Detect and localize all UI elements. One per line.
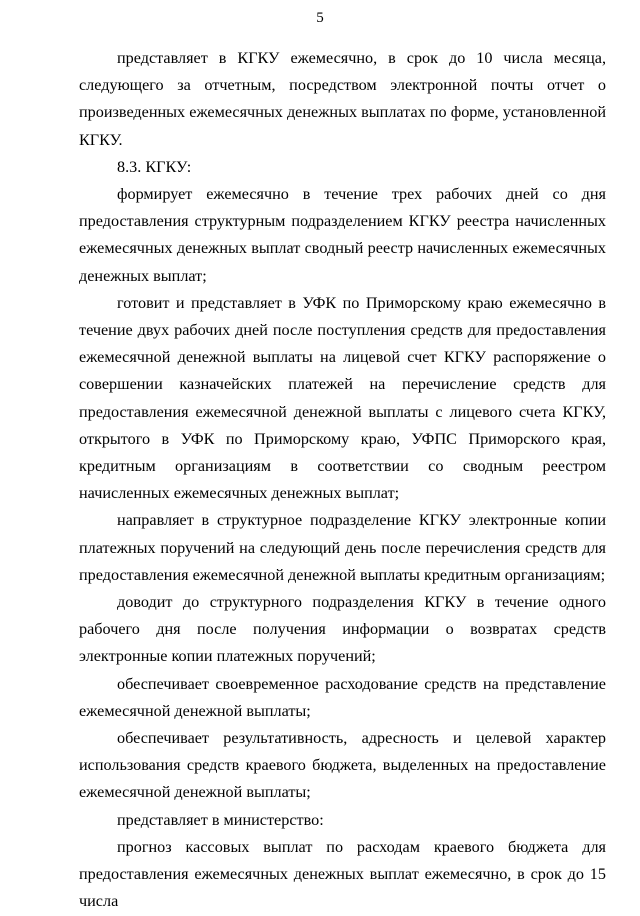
paragraph-forms-register: формирует ежемесячно в течение трех рабочих дней со дня предоставления структурным подразделением КГКУ реестра начисленных ежемесячных денежных выплат сводный реестр начисленных ежемесячных денежных выплат; bbox=[79, 185, 606, 285]
paragraph-sends-copies: направляет в структурное подразделение КГКУ электронные копии платежных поручений на следующий день после перечисления средств для предоставления ежемесячной денежной выплаты кредитным организациям; bbox=[79, 511, 606, 584]
paragraph-submits-to-ministry: представляет в министерство: bbox=[117, 810, 324, 829]
paragraph-ensures-spending: обеспечивает своевременное расходование средств на представление ежемесячной денежной выплаты; bbox=[79, 674, 606, 720]
paragraph-forecast: прогноз кассовых выплат по расходам краевого бюджета для предоставления ежемесячных денежных выплат ежемесячно, в срок до 15 числа bbox=[79, 837, 606, 911]
paragraph-communicates-returns: доводит до структурного подразделения КГКУ в течение одного рабочего дня после получения информации о возвратах средств электронные копии платежных поручений; bbox=[79, 593, 606, 666]
document-body bbox=[79, 45, 606, 916]
paragraph-report-submission: представляет в КГКУ ежемесячно, в срок до 10 числа месяца, следующего за отчетным, посредством электронной почты отчет о произведенных ежемесячных денежных выплатах по форме, установленной КГКУ. bbox=[79, 49, 606, 149]
section-heading-8-3: 8.3. КГКУ: bbox=[117, 157, 192, 176]
page-number: 5 bbox=[316, 10, 324, 26]
paragraph-ensures-effectiveness: обеспечивает результативность, адресность и целевой характер использования средств краевого бюджета, выделенных на предоставление ежемесячной денежной выплаты; bbox=[79, 729, 606, 802]
paragraph-prepares-order: готовит и представляет в УФК по Приморскому краю ежемесячно в течение двух рабочих дней после поступления средств для предоставления ежемесячной денежной выплаты на лицевой счет КГКУ распоряжение о совершении казначейских платежей на перечисление средств для предоставления ежемесячной денежной выплаты с лицевого счета КГКУ, открытого в УФК по Приморскому краю, УФПС Приморского края, кредитным организациям в соответствии со сводным реестром начисленных ежемесячных денежных выплат; bbox=[79, 293, 606, 503]
